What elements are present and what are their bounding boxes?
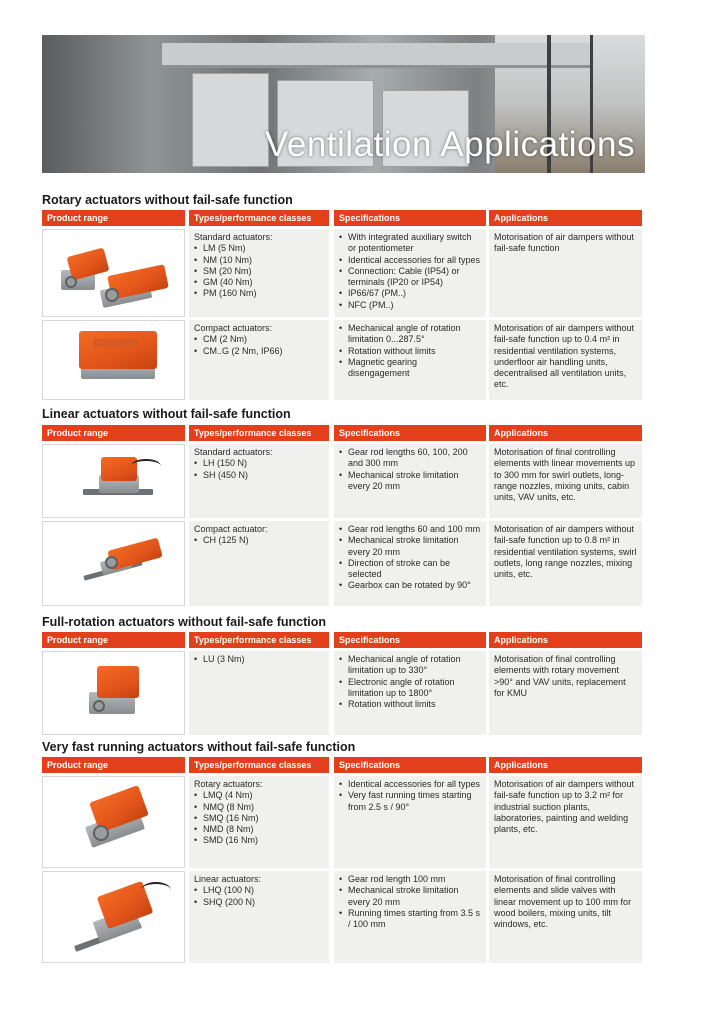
specifications-cell [334, 229, 486, 317]
type-item: • CM..G (2 Nm, IP66) [194, 346, 324, 357]
types-intro: Compact actuator: [194, 524, 268, 534]
column-header-specifications: Specifications [334, 757, 486, 773]
type-item: • NM (10 Nm) [194, 255, 324, 266]
types-intro: Rotary actuators: [194, 779, 263, 789]
product-image-cell [42, 776, 185, 868]
type-item: • SM (20 Nm) [194, 266, 324, 277]
type-item: • NMQ (8 Nm) [194, 802, 324, 813]
types-cell [189, 444, 329, 518]
spec-item: • Gear rod length 100 mm [339, 874, 481, 885]
spec-item: • Mechanical stroke limitation every 20 mm [339, 535, 481, 558]
section-title: Rotary actuators without fail-safe function [42, 193, 293, 207]
product-image-cell [42, 651, 185, 735]
specifications-cell [334, 871, 486, 963]
compact-linear-actuator-photo [43, 522, 185, 606]
hero-banner [42, 35, 645, 173]
spec-item: • Gear rod lengths 60, 100, 200 and 300 mm [339, 447, 481, 470]
types-cell [189, 871, 329, 963]
column-header-applications: Applications [489, 210, 642, 226]
types-intro: Compact actuators: [194, 323, 273, 333]
spec-item: • Very fast running times starting from 2.5 s / 90° [339, 790, 481, 813]
type-item: • LU (3 Nm) [194, 654, 324, 665]
column-header-applications: Applications [489, 632, 642, 648]
spec-item: • Mechanical angle of rotation limitation 0...287.5° [339, 323, 481, 346]
applications-cell: Motorisation of final controlling elements and slide valves with linear movement up to 100 mm for wood boilers, mixing units, tilt windows, etc. [489, 871, 642, 963]
types-cell [189, 229, 329, 317]
column-header-product-range: Product range [42, 425, 185, 441]
type-item: • CM (2 Nm) [194, 334, 324, 345]
spec-item: • Identical accessories for all types [339, 255, 481, 266]
column-header-types: Types/performance classes [189, 210, 329, 226]
section-title: Very fast running actuators without fail-safe function [42, 740, 356, 754]
type-item: • SHQ (200 N) [194, 897, 324, 908]
fast-rotary-actuator-photo [43, 777, 185, 868]
product-image-cell [42, 229, 185, 317]
type-item: • LH (150 N) [194, 458, 324, 469]
spec-item: • Gearbox can be rotated by 90° [339, 580, 481, 591]
applications-cell: Motorisation of air dampers without fail-safe function up to 3.2 m² for industrial suction plants, laboratories, painting and welding plants, etc. [489, 776, 642, 868]
column-header-product-range: Product range [42, 210, 185, 226]
specifications-cell [334, 521, 486, 606]
applications-cell: Motorisation of air dampers without fail-safe function up to 0.8 m² in residential ventilation systems, swirl outlets, long range nozzles, mixing units, etc. [489, 521, 642, 606]
spec-item: • NFC (PM..) [339, 300, 481, 311]
specifications-cell [334, 320, 486, 400]
linear-actuator-photo [43, 445, 185, 518]
spec-item: • With integrated auxiliary switch or potentiometer [339, 232, 481, 255]
types-intro: Standard actuators: [194, 447, 273, 457]
spec-item: • Gear rod lengths 60 and 100 mm [339, 524, 481, 535]
spec-item: • Magnetic gearing disengagement [339, 357, 481, 380]
product-image-cell [42, 444, 185, 518]
spec-item: • Rotation without limits [339, 699, 481, 710]
type-item: • NMD (8 Nm) [194, 824, 324, 835]
type-item: • SMQ (16 Nm) [194, 813, 324, 824]
spec-item: • Rotation without limits [339, 346, 481, 357]
compact-actuator-photo [43, 321, 185, 400]
type-item: • SMD (16 Nm) [194, 835, 324, 846]
type-item: • LMQ (4 Nm) [194, 790, 324, 801]
product-image-cell [42, 871, 185, 963]
type-item: • LHQ (100 N) [194, 885, 324, 896]
column-header-applications: Applications [489, 425, 642, 441]
type-item: • PM (160 Nm) [194, 288, 324, 299]
types-cell [189, 521, 329, 606]
spec-item: • Mechanical angle of rotation limitation up to 330° [339, 654, 481, 677]
specifications-cell [334, 651, 486, 735]
types-cell [189, 320, 329, 400]
spec-item: • Identical accessories for all types [339, 779, 481, 790]
spec-item: • Connection: Cable (IP54) or terminals (IP20 or IP54) [339, 266, 481, 289]
ventilation-unit [192, 73, 269, 167]
spec-item: • Mechanical stroke limitation every 20 mm [339, 885, 481, 908]
column-header-types: Types/performance classes [189, 425, 329, 441]
types-intro: Linear actuators: [194, 874, 262, 884]
fast-linear-actuator-photo [43, 872, 185, 963]
product-image-cell [42, 320, 185, 400]
column-header-product-range: Product range [42, 757, 185, 773]
applications-cell: Motorisation of air dampers without fail-safe function [489, 229, 642, 317]
column-header-specifications: Specifications [334, 632, 486, 648]
type-item: • SH (450 N) [194, 470, 324, 481]
type-item: • GM (40 Nm) [194, 277, 324, 288]
full-rotation-actuator-photo [43, 652, 185, 735]
spec-item: • Electronic angle of rotation limitation up to 1800° [339, 677, 481, 700]
column-header-types: Types/performance classes [189, 632, 329, 648]
applications-cell: Motorisation of final controlling elements with linear movements up to 300 mm for swirl outlets, long-range nozzles, mixing units, cabin units, VAV units, etc. [489, 444, 642, 518]
spec-item: • Mechanical stroke limitation every 20 mm [339, 470, 481, 493]
column-header-specifications: Specifications [334, 425, 486, 441]
column-header-applications: Applications [489, 757, 642, 773]
type-item: • LM (5 Nm) [194, 243, 324, 254]
types-cell [189, 651, 329, 735]
spec-item: • Direction of stroke can be selected [339, 558, 481, 581]
section-title: Full-rotation actuators without fail-safe function [42, 615, 327, 629]
ceiling-duct [162, 43, 592, 68]
type-item: • CH (125 N) [194, 535, 324, 546]
page-title: Ventilation Applications [264, 125, 635, 164]
types-intro: Standard actuators: [194, 232, 273, 242]
column-header-product-range: Product range [42, 632, 185, 648]
column-header-specifications: Specifications [334, 210, 486, 226]
types-cell [189, 776, 329, 868]
spec-item: • Running times starting from 3.5 s / 100 mm [339, 908, 481, 931]
section-title: Linear actuators without fail-safe function [42, 407, 291, 421]
product-image-cell [42, 521, 185, 606]
spec-item: • IP66/67 (PM..) [339, 288, 481, 299]
specifications-cell [334, 444, 486, 518]
applications-cell: Motorisation of final controlling elements with rotary movement >90° and VAV units, replacement for KMU [489, 651, 642, 735]
applications-cell: Motorisation of air dampers without fail-safe function up to 0.4 m² in residential ventilation systems, underfloor air handling units, decentralised all ventilation units, etc. [489, 320, 642, 400]
specifications-cell [334, 776, 486, 868]
rotary-actuator-photo [43, 230, 185, 317]
column-header-types: Types/performance classes [189, 757, 329, 773]
